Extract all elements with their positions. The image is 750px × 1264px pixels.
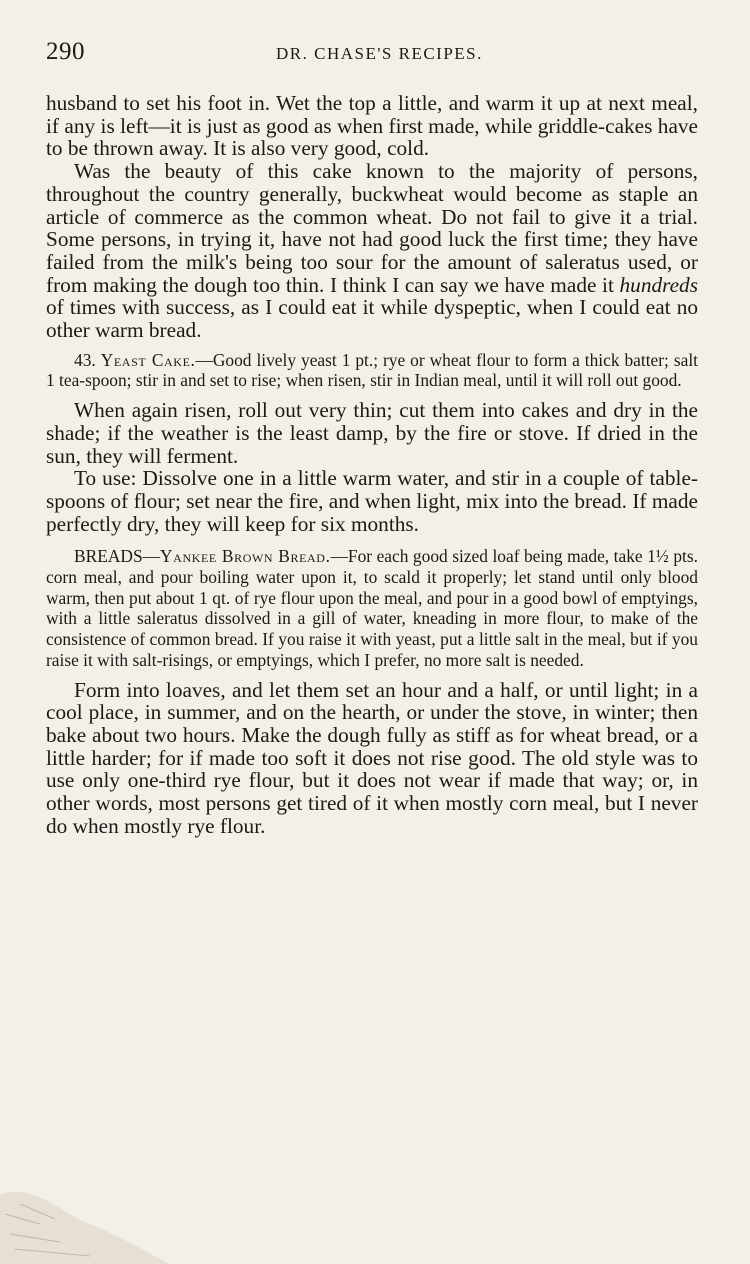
recipe-text: —Good lively yeast 1 pt.; rye or wheat flour to form a thick batter; salt 1 tea-spoon; stir in and set to rise; when risen, stir in Indian meal, until it will roll out good. bbox=[46, 349, 698, 391]
paper-stain-decoration bbox=[0, 1124, 230, 1264]
recipe-title: Yeast Cake. bbox=[100, 349, 196, 370]
recipe-text: —For each good sized loaf being made, take 1½ pts. corn meal, and pour boiling water upon it, to scald it properly; let stand until only blood warm, then put about 1 qt. of rye flour upon the meal, and pour in a good bowl of emptyings, with a little saleratus dissolved in a gill of water, kneading in more flour, to make of the consistence of common bread. If you raise it with yeast, put a little salt in the meal, but if you raise it with salt-risings, or emptyings, which I prefer, no more salt is needed. bbox=[46, 546, 698, 670]
paragraph-text: of times with success, as I could eat it while dyspeptic, when I could eat no other warm bread. bbox=[46, 295, 698, 343]
recipe-number: 43. bbox=[74, 349, 96, 370]
section-heading: BREADS— bbox=[74, 546, 161, 567]
paragraph-buckwheat-cake bbox=[46, 160, 698, 342]
paragraph-baking: Form into loaves, and let them set an hour and a half, or until light; in a cool place, in summer, and on the hearth, or under the stove, in winter; then bake about two hours. Make the dough fully as stiff as for wheat bread, or a little harder; for if made too soft it does not rise good. The old style was to use only one-third rye flour, but it does not wear if made that way; or, in other words, most persons get tired of it when mostly corn meal, but I never do when mostly rye flour. bbox=[46, 677, 698, 838]
paragraph-to-use: To use: Dissolve one in a little warm water, and stir in a couple of table-spoons of flour; set near the fire, and when light, mix into the bread. If made perfectly dry, they will keep for six months. bbox=[46, 466, 698, 536]
paragraph-drying: When again risen, roll out very thin; cut them into cakes and dry in the shade; if the weather is the least damp, by the fire or stove. If dried in the sun, they will ferment. bbox=[46, 398, 698, 468]
emphasis-text: hundreds bbox=[619, 272, 698, 297]
running-head: DR. CHASE'S RECIPES. bbox=[276, 44, 483, 63]
paragraph-text: Was the beauty of this cake known to the majority of persons, throughout the country generally, buckwheat would become as staple an article of commerce as the common wheat. Do not fail to give it a trial. Some persons, in trying it, have not had good luck the first time; they have failed from the milk's being too sour for the amount of saleratus used, or from making the dough too thin. I think I can say we have made it bbox=[46, 159, 698, 297]
recipe-yeast-cake bbox=[46, 350, 698, 391]
page-header bbox=[46, 38, 706, 68]
recipe-title: Yankee Brown Bread. bbox=[160, 546, 331, 567]
recipe-brown-bread bbox=[46, 546, 698, 670]
page-number: 290 bbox=[46, 38, 85, 65]
paragraph-continuation: husband to set his foot in. Wet the top a little, and warm it up at next meal, if any is left—it is just as good as when first made, while griddle-cakes have to be thrown away. It is also very good, cold. bbox=[46, 91, 698, 161]
page-body bbox=[46, 92, 698, 838]
